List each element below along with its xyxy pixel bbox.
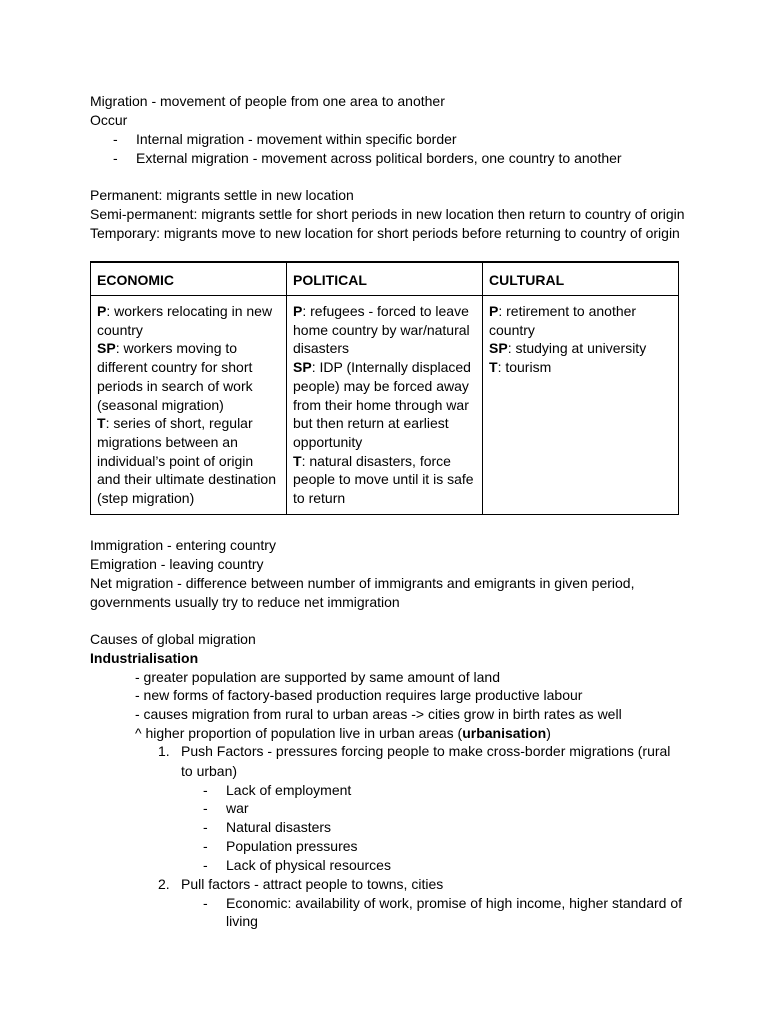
bullet-dash: - [203,800,208,816]
cultural-cell [483,296,679,515]
occur-label: Occur [90,112,128,128]
net-migration-line1: Net migration - difference between number of immigrants and emigrants in given period, [90,575,635,591]
bullet-dash: - [203,857,208,873]
push-item-disasters: Natural disasters [226,819,332,835]
push-item-employment: Lack of employment [226,782,352,798]
political-cell [287,296,483,515]
political-permanent: P: refugees - forced to leave home country by war/natural disasters [293,303,470,357]
economic-cell [91,296,287,515]
migration-types-table [90,261,679,515]
industrialisation-point-2: - new forms of factory-based production requires large productive labour [135,687,583,703]
temporary-definition: Temporary: migrants move to new location for short periods before returning to country of origin [90,225,680,241]
cultural-permanent: P: retirement to another country [489,303,637,338]
cultural-semi-permanent: SP: studying at university [489,340,647,357]
list-number-2: 2. [158,876,170,892]
bullet-dash: - [203,838,208,854]
net-migration-line2: governments usually try to reduce net immigration [90,594,400,610]
push-item-population: Population pressures [226,838,358,854]
bullet-dash: - [113,131,118,147]
migration-definition: Migration - movement of people from one area to another [90,93,445,109]
economic-semi-permanent: SP: workers moving to different country for short periods in search of work (seasonal migration) [97,340,253,413]
bullet-dash: - [113,150,118,166]
internal-migration-item: Internal migration - movement within specific border [136,131,457,147]
external-migration-item: External migration - movement across political borders, one country to another [136,150,622,166]
bullet-dash: - [203,895,208,911]
table-body-row [91,296,679,515]
bullet-dash: - [203,819,208,835]
header-political: POLITICAL [287,262,483,296]
economic-permanent: P: workers relocating in new country [97,303,273,338]
header-economic: ECONOMIC [91,262,287,296]
pull-factors-line: Pull factors - attract people to towns, cities [181,876,444,892]
pull-economic-line1: Economic: availability of work, promise of high income, higher standard of [226,895,682,911]
push-factors-line2: to urban) [181,763,238,779]
push-item-war: war [226,800,249,816]
causes-heading: Causes of global migration [90,631,256,647]
push-factors-line1: Push Factors - pressures forcing people to make cross-border migrations (rural [181,743,671,759]
industrialisation-heading: Industrialisation [90,650,199,666]
header-cultural: CULTURAL [483,262,679,296]
bullet-dash: - [203,782,208,798]
semi-permanent-definition: Semi-permanent: migrants settle for short periods in new location then return to country of origin [90,206,685,222]
political-semi-permanent: SP: IDP (Internally displaced people) may be forced away from their home through war but then return at earliest opportunity [293,359,471,450]
immigration-definition: Immigration - entering country [90,537,276,553]
economic-temporary: T: series of short, regular migrations between an individual’s point of origin and their ultimate destination (step migration) [97,415,276,507]
permanent-definition: Permanent: migrants settle in new location [90,187,354,203]
pull-economic-line2: living [226,913,258,929]
table-header-row [91,262,679,296]
urbanisation-note: ^ higher proportion of population live in urban areas (urbanisation) [135,725,551,741]
political-temporary: T: natural disasters, force people to move until it is safe to return [293,452,474,507]
push-item-resources: Lack of physical resources [226,857,391,873]
industrialisation-point-3: - causes migration from rural to urban areas -> cities grow in birth rates as well [135,706,622,722]
cultural-temporary: T: tourism [489,359,552,376]
industrialisation-point-1: - greater population are supported by same amount of land [135,669,501,685]
emigration-definition: Emigration - leaving country [90,556,264,572]
list-number-1: 1. [158,743,170,759]
